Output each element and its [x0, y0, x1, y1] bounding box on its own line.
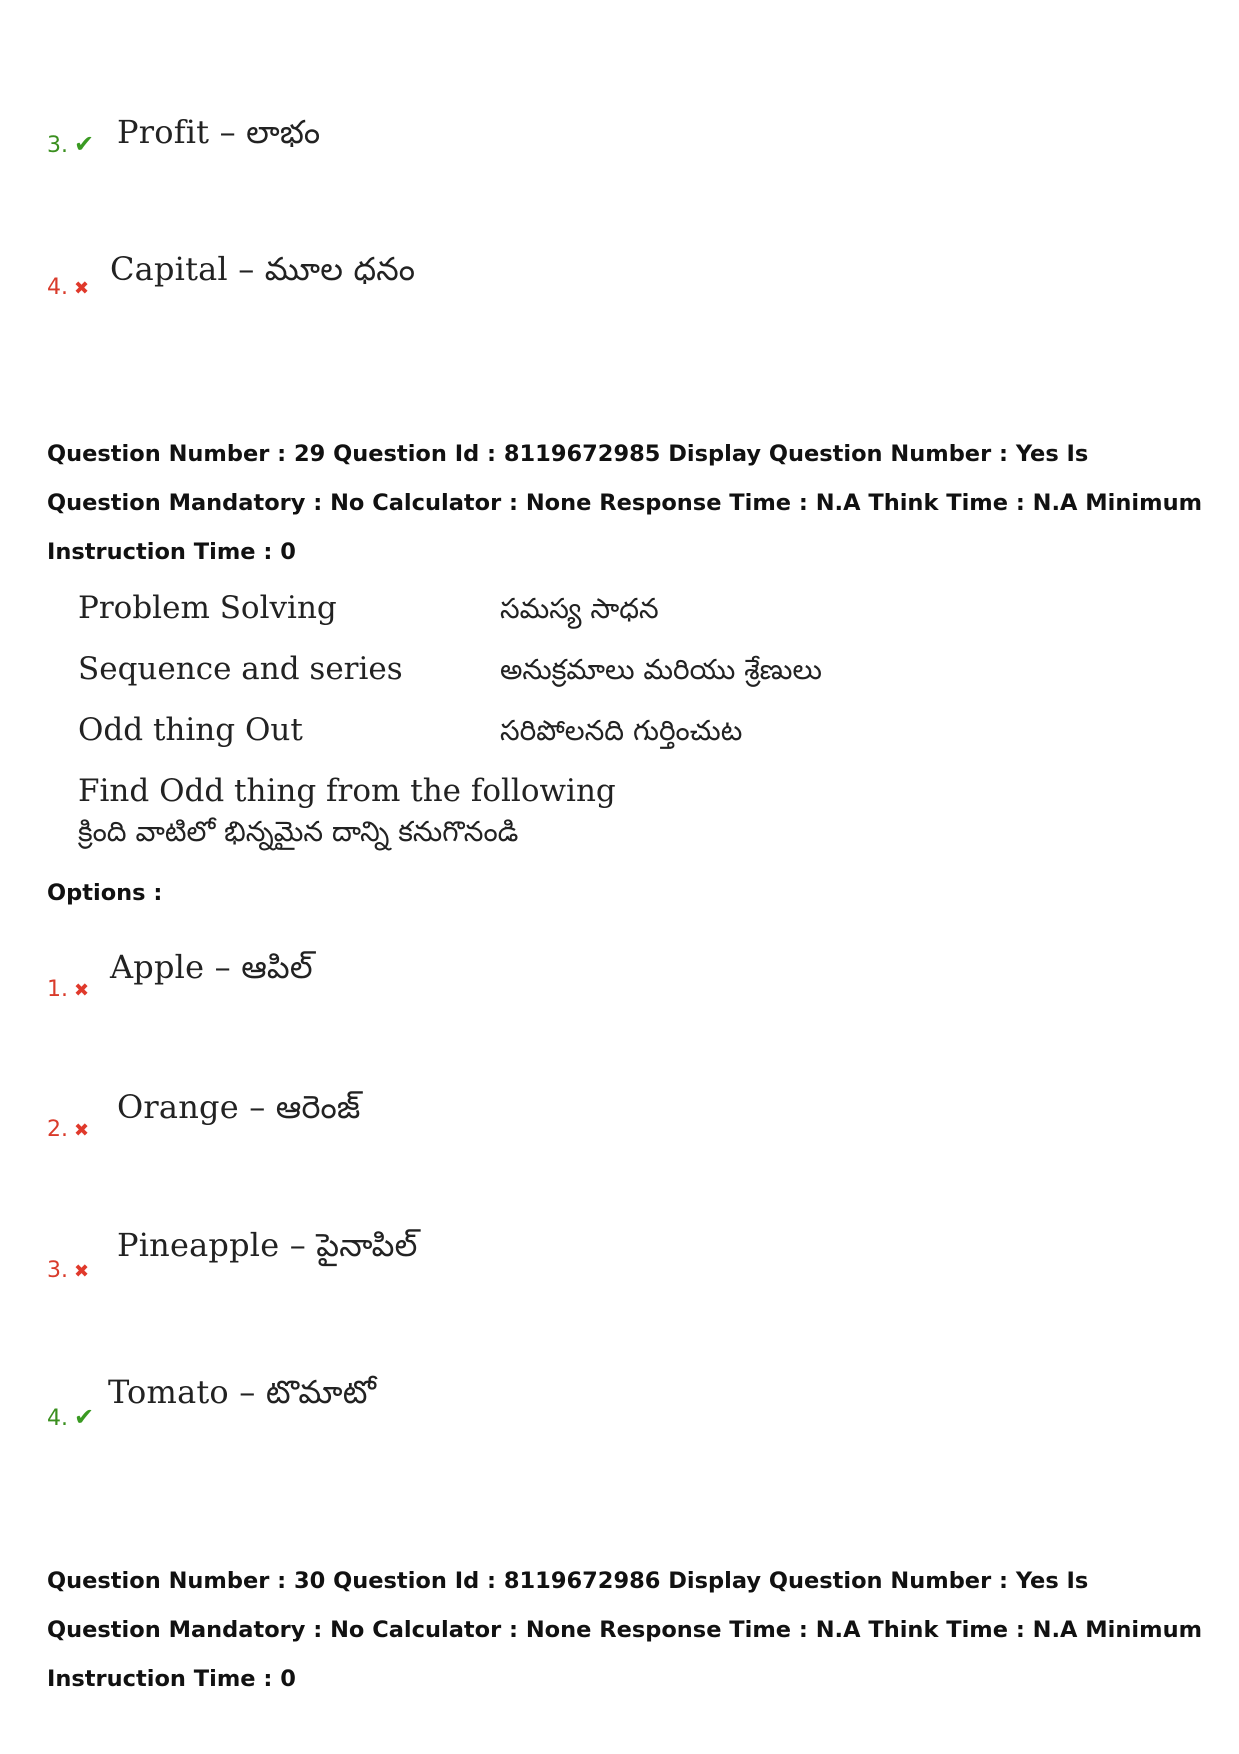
option-3-text: Pineapple – పైనాపిల్ [117, 1226, 418, 1264]
option-1 [47, 977, 89, 1002]
cross-icon: ✖ [74, 1261, 90, 1282]
section-en: Odd thing Out [78, 712, 303, 748]
topic-te: సమస్య సాధన [500, 592, 659, 625]
option-number: 4. [47, 1406, 68, 1431]
section-te: సరిపోలనది గుర్తించుట [500, 714, 743, 747]
check-icon: ✔ [74, 130, 95, 158]
subtopic-en: Sequence and series [78, 651, 403, 687]
option-number: 3. [47, 133, 68, 158]
cross-icon: ✖ [74, 980, 90, 1001]
option-4 [47, 1403, 94, 1431]
question-text-te: క్రింది వాటిలో భిన్నమైన దాన్ని కనుగొనండి [78, 815, 519, 848]
option-number: 2. [47, 1117, 68, 1142]
prev-option-4-text: Capital – మూల ధనం [110, 250, 416, 288]
check-icon: ✔ [74, 1403, 95, 1431]
option-number: 3. [47, 1258, 68, 1283]
cross-icon: ✖ [74, 278, 90, 299]
option-3 [47, 1258, 89, 1283]
cross-icon: ✖ [74, 1120, 90, 1141]
question-text-en: Find Odd thing from the following [78, 773, 616, 809]
topic-en: Problem Solving [78, 590, 337, 626]
options-label: Options : [47, 880, 163, 906]
option-1-text: Apple – ఆపిల్ [110, 948, 313, 986]
prev-option-3-text: Profit – లాభం [117, 113, 321, 151]
option-2-text: Orange – ఆరెంజ్ [117, 1088, 361, 1126]
option-number: 1. [47, 977, 68, 1002]
prev-option-3 [47, 130, 94, 158]
option-2 [47, 1117, 89, 1142]
question-29-header: Question Number : 29 Question Id : 8119672985 Display Question Number : Yes Is Question Mandatory : No Calculator : None Response Time : N.A Think Time : N.A Minimum Instruction Time : 0 [47, 441, 1203, 565]
prev-option-4 [47, 275, 89, 300]
subtopic-te: అనుక్రమాలు మరియు శ్రేణులు [500, 653, 822, 686]
option-number: 4. [47, 275, 68, 300]
question-30-header: Question Number : 30 Question Id : 8119672986 Display Question Number : Yes Is Question Mandatory : No Calculator : None Response Time : N.A Think Time : N.A Minimum Instruction Time : 0 [47, 1568, 1203, 1692]
option-4-text: Tomato – టొమాటో [108, 1373, 377, 1411]
